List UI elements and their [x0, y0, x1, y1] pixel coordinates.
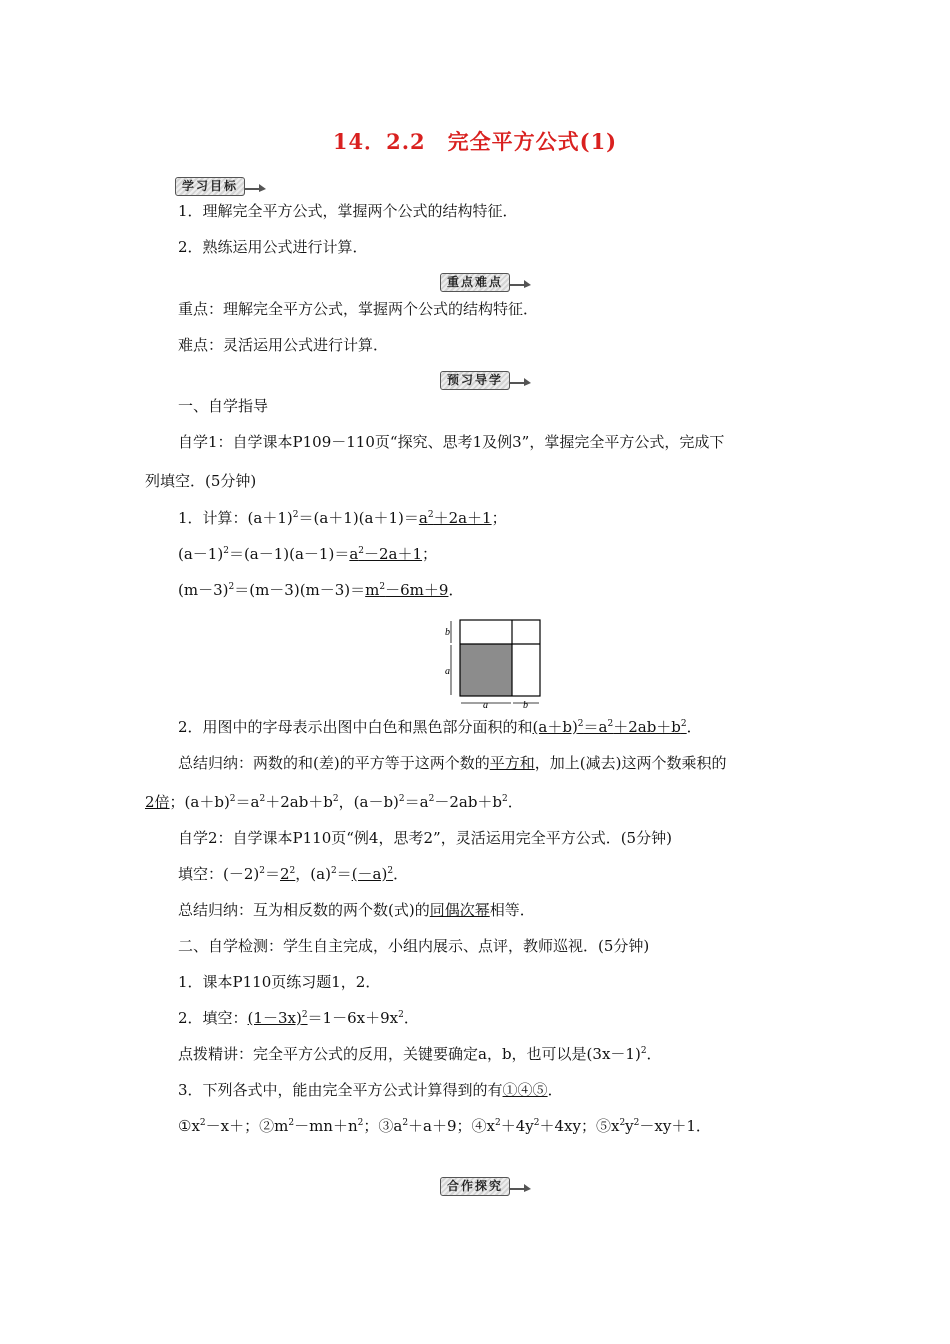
square-area-figure	[444, 617, 546, 709]
goal-item: 1．理解完全平方公式，掌握两个公式的结构特征．	[178, 202, 518, 220]
goal-item: 2．熟练运用公式进行计算．	[178, 238, 368, 256]
badge-label: 学习目标	[175, 177, 245, 196]
answer-blank: 2倍	[145, 793, 170, 811]
answer-blank: $2^2$	[280, 865, 296, 883]
self-study-1: 自学1：自学课本P109－110页“探究、思考1及例3”，掌握完全平方公式，完成下	[178, 433, 725, 451]
page-title: 14．2.2 完全平方公式(1)	[332, 129, 618, 154]
key-point-text: 重点：理解完全平方公式，掌握两个公式的结构特征．	[178, 300, 539, 318]
summary-1: 总结归纳：两数的和(差)的平方等于这两个数的平方和，加上(减去)这两个数乘积的	[178, 754, 727, 772]
check-item-3: 3．下列各式中，能由完全平方公式计算得到的有①④⑤．	[178, 1081, 563, 1099]
label-a-left: a	[445, 666, 450, 677]
calc-line-1: 1．计算：$(a+1)^2=(a+1)(a+1)=a^2+2a+1$；	[178, 509, 507, 527]
self-study-1-cont: 列填空．(5分钟)	[145, 472, 257, 490]
calc-line-2: $(a-1)^2=(a-1)(a-1)=a^2-2a+1$；	[178, 545, 438, 563]
summary-2: 总结归纳：互为相反数的两个数(式)的同偶次幂相等．	[178, 901, 535, 919]
badge-preview	[440, 369, 532, 391]
options-line: $①x^2-x+$；$②m^2-mn+n^2$；$③a^2+a+9$；$④x^2+4y^2+4xy$；$⑤x^2y^2-xy+1$．	[178, 1117, 711, 1135]
check-item-1: 1．课本P110页练习题1，2．	[178, 973, 381, 991]
tip-text: 点拨精讲：完全平方公式的反用，关键要确定a，b，也可以是$(3x-1)^2$．	[178, 1045, 662, 1063]
answer-blank: $(-a)^2$	[351, 865, 394, 883]
arrow-icon	[245, 179, 267, 193]
answer-blank: $(a+b)^2=a^2+2ab+b^2$	[532, 718, 687, 736]
section-heading: 一、自学指导	[178, 397, 269, 415]
fill-blank-line: 填空：$(-2)^2=2^2$，$(a)^2=(-a)^2$．	[178, 865, 409, 883]
label-b-bottom: b	[523, 700, 528, 709]
badge-learning-goals	[175, 175, 267, 197]
badge-label: 预习导学	[440, 371, 510, 390]
difficult-point-text: 难点：灵活运用公式进行计算．	[178, 336, 389, 354]
summary-1-cont: 2倍；$(a+b)^2=a^2+2ab+b^2$，$(a-b)^2=a^2-2ab+b^2$．	[145, 793, 523, 811]
arrow-icon	[510, 275, 532, 289]
badge-cooperation	[440, 1175, 532, 1197]
shaded-square-a	[460, 644, 512, 696]
self-study-2: 自学2：自学课本P110页“例4，思考2”，灵活运用完全平方公式．(5分钟)	[178, 829, 672, 847]
badge-label: 重点难点	[440, 273, 510, 292]
answer-blank: $(1-3x)^2$	[247, 1009, 308, 1027]
check-item-2: 2．填空：$(1-3x)^2=1-6x+9x^2$．	[178, 1009, 419, 1027]
arrow-icon	[510, 1179, 532, 1193]
answer-blank: $a^2+2a+1$	[418, 509, 492, 527]
section-heading: 二、自学检测：学生自主完成，小组内展示、点评，教师巡视．(5分钟)	[178, 937, 650, 955]
answer-blank: $a^2-2a+1$	[349, 545, 423, 563]
answer-blank: ①④⑤	[502, 1081, 548, 1099]
arrow-icon	[510, 373, 532, 387]
badge-key-points	[440, 271, 532, 293]
badge-label: 合作探究	[440, 1177, 510, 1196]
question-2: 2．用图中的字母表示出图中白色和黑色部分面积的和$(a+b)^2=a^2+2ab+b^2$．	[178, 718, 702, 736]
answer-blank: 平方和	[489, 754, 535, 772]
label-a-bottom: a	[483, 700, 488, 709]
calc-line-3: $(m-3)^2=(m-3)(m-3)=m^2-6m+9$．	[178, 581, 464, 599]
answer-blank: $m^2-6m+9$	[365, 581, 449, 599]
answer-blank: 同偶次幂	[429, 901, 490, 919]
label-b-left: b	[445, 627, 450, 638]
